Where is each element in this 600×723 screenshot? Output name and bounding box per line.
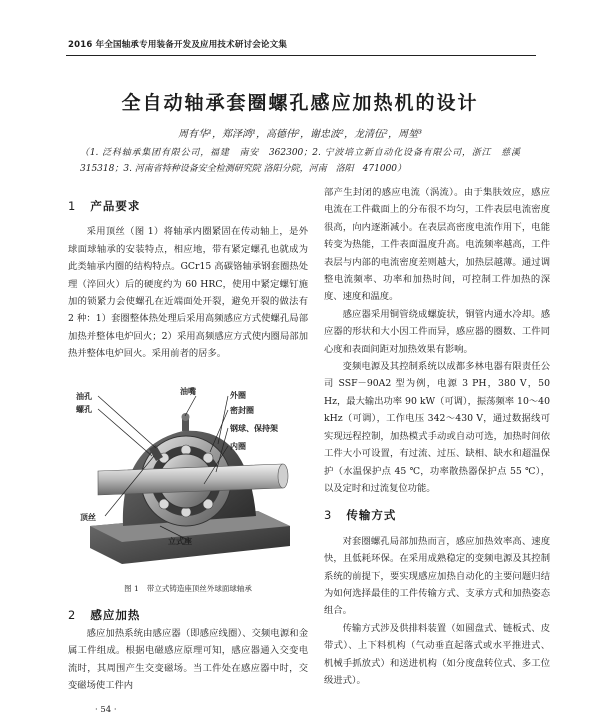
label-seal: 密封圈 <box>230 406 254 415</box>
left-column <box>68 192 308 363</box>
page-number: · 54 · <box>95 705 117 715</box>
right-paragraph-5: 传输方式涉及供排料装置（如圆盘式、链板式、皮带式）、上下料机构（气动垂直起落式或水平推进式、机械手抓放式）和送进机构（如分度盘转位式、多工位级进式）。 <box>324 622 550 686</box>
section-2-body <box>68 625 308 695</box>
section-1-title: 产品要求 <box>90 199 141 213</box>
label-grease-nipple: 油嘴 <box>180 387 196 396</box>
right-paragraph-4: 对套圈螺孔局部加热而言，感应加热效率高、速度快，且低耗环保。在采用成熟稳定的变频电源及其控制系统的前提下，要实现感应加热自动化的主要问题归结为如何选择最佳的工件传输方式、支承方式和加热姿态组合。 <box>324 535 550 617</box>
figure-1-number: 图 1 <box>124 584 139 593</box>
label-top-screw: 顶丝 <box>80 513 96 522</box>
label-outer-ring: 外圈 <box>230 391 246 400</box>
label-oil-hole: 油孔 <box>76 392 92 401</box>
right-column <box>324 184 550 689</box>
right-paragraph-2: 感应器采用铜管绕成螺旋状，铜管内通水冷却。感应器的形状和大小因工件而异，感应器的圈数、工件同心度和表面间距对加热效果有影响。 <box>324 308 550 355</box>
paper-title: 全自动轴承套圈螺孔感应加热机的设计 <box>121 92 479 114</box>
grease-nipple-head <box>182 413 190 421</box>
figure-1-caption-text: 带立式铸造座顶丝外球面球轴承 <box>146 584 252 593</box>
section-3-heading <box>324 507 550 524</box>
label-housing: 立式座 <box>168 537 192 546</box>
right-paragraph-3: 变频电源及其控制系统以成都多林电器有限责任公司 SSF－90A2 型为例，电源 3 PH，380 V，50 Hz，最大输出功率 90 kW（可调），振荡频率 10～40 kHz（可调），工作电压 342～430 V，通过数据线可实现远程控制，加热模式手动或自动可选，加热时间依工件大小可设置，有过流、过压、缺相、缺水和超温保护（水温保护点 45 ℃，功率散热器保护点 55 ℃），以及定时和过流复位功能。 <box>324 361 550 494</box>
figure-1 <box>68 376 308 581</box>
section-1-number: 1 <box>68 199 77 213</box>
right-paragraph-1: 部产生封闭的感应电流（涡流）。由于集肤效应，感应电流在工件截面上的分布很不均匀，工件表层电流密度很高，向内逐渐减小。在表层高密度电流作用下，电能转变为热能，工件表面温度升高。电流频率越高，工件表层与内部的电流密度差则越大，加热层越薄。通过调整电流频率、功率和加热时间，可控制工件加热的深度、速度和温度。 <box>324 187 550 303</box>
section-3-title: 传输方式 <box>346 508 397 523</box>
label-ball-cage: 钢球、保持架 <box>230 424 278 433</box>
label-bolt-hole: 螺孔 <box>76 405 92 414</box>
label-inner-ring: 内圈 <box>230 442 246 451</box>
section-1-heading <box>68 198 308 215</box>
shaft-end <box>278 464 288 488</box>
authors: 周有华¹，郑泽鸿¹，高德伟²，谢忠波²，龙清伍²，周堃³ <box>177 129 423 140</box>
section-1-paragraph: 采用顶丝（图 1）将轴承内圈紧固在传动轴上，是外球面球轴承的安装特点，相应地，带有紧定螺孔也就成为此类轴承内圈的结构特点。GCr15 高碳铬轴承钢套圈热处理（淬回火）后的硬度约为 60 HRC，使用中紧定螺钉施加的锁紧力会使螺孔在近端面处开裂，避免开裂的做法有 2 种：1）套圈整体热处理后采用高频感应方式使螺孔局部加热并整体电炉回火；2）采用高频感应方式使内圈局部加热并整体电炉回火。采用前者的居多。 <box>68 226 308 360</box>
header-rule <box>66 55 536 56</box>
running-header: 2016 年全国轴承专用装备开发及应用技术研讨会论文集 <box>68 40 288 50</box>
section-3-number: 3 <box>324 508 333 523</box>
section-2-number: 2 <box>68 608 77 622</box>
figure-1-caption <box>68 583 308 594</box>
affiliations: （1. 泛科轴承集团有限公司，福建 南安 362300；2. 宁波培立新自动化设备有限公司，浙江 慈溪 315318；3. 河南省特种设备安全检测研究院 洛阳分院，河南 洛阳 471000） <box>80 148 530 174</box>
section-2-heading <box>68 607 308 623</box>
section-2-paragraph: 感应加热系统由感应器（即感应线圈）、交频电源和金属工件组成。根据电磁感应原理可知，感应器通入交变电流时，其周围产生交变磁场。当工件处在感应器中时，交变磁场使工件内 <box>68 628 308 692</box>
section-2-title: 感应加热 <box>90 608 141 622</box>
bearing-illustration <box>68 376 308 581</box>
